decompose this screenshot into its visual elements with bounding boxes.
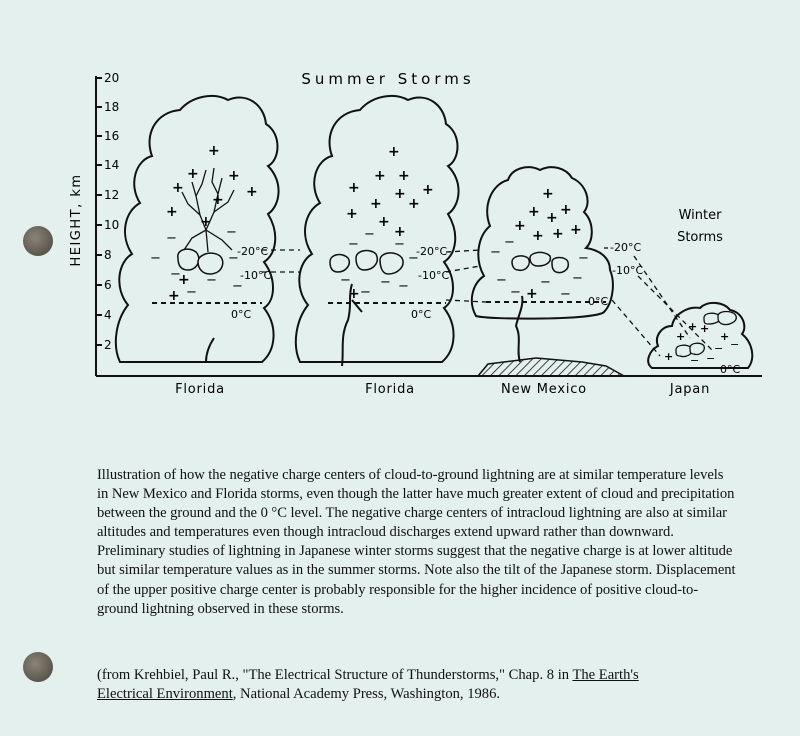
- svg-text:−: −: [398, 279, 409, 294]
- svg-text:+: +: [378, 214, 390, 230]
- svg-text:+: +: [394, 186, 406, 202]
- temp-label: -10°C: [418, 269, 450, 282]
- svg-text:+: +: [526, 286, 538, 302]
- binder-hole: [23, 652, 53, 682]
- storm-florida-1: [116, 96, 279, 362]
- svg-text:−: −: [490, 245, 501, 260]
- svg-text:+: +: [560, 202, 572, 218]
- y-tick-label: 4: [104, 308, 112, 322]
- y-tick-label: 2: [104, 338, 112, 352]
- svg-text:−: −: [206, 273, 217, 288]
- svg-text:+: +: [398, 168, 410, 184]
- location-label: Florida: [175, 382, 225, 397]
- y-tick-label: 10: [104, 218, 120, 232]
- svg-text:+: +: [394, 224, 406, 240]
- svg-text:+: +: [542, 186, 554, 202]
- figure-caption: [97, 466, 737, 619]
- svg-text:+: +: [208, 143, 220, 159]
- svg-text:−: −: [394, 237, 405, 252]
- citation-book-title: Electrical Environment: [97, 686, 233, 703]
- svg-text:−: −: [730, 338, 740, 351]
- svg-text:+: +: [228, 168, 240, 184]
- svg-text:−: −: [572, 271, 583, 286]
- binder-hole: [23, 226, 53, 256]
- y-tick-label: 18: [104, 100, 120, 114]
- svg-text:+: +: [166, 204, 178, 220]
- svg-text:−: −: [690, 354, 700, 367]
- svg-text:+: +: [246, 184, 258, 200]
- y-tick-label: 16: [104, 129, 120, 143]
- svg-text:−: −: [186, 285, 197, 300]
- svg-text:−: −: [340, 273, 351, 288]
- svg-text:+: +: [408, 196, 420, 212]
- svg-text:+: +: [552, 226, 564, 242]
- svg-text:+: +: [528, 204, 540, 220]
- charge-blobs-1: [178, 249, 223, 274]
- svg-text:−: −: [232, 279, 243, 294]
- temp-label: -20°C: [416, 245, 448, 258]
- svg-text:+: +: [370, 196, 382, 212]
- svg-text:+: +: [664, 350, 674, 363]
- temp-label: -20°C: [237, 245, 269, 258]
- axis-label: HEIGHT, km: [69, 173, 84, 267]
- svg-text:−: −: [540, 275, 551, 290]
- svg-text:−: −: [504, 235, 515, 250]
- winter-storms-label: Winter: [678, 208, 722, 223]
- svg-text:+: +: [178, 272, 190, 288]
- svg-text:+: +: [346, 206, 358, 222]
- svg-text:+: +: [422, 182, 434, 198]
- diagram-title: Summer Storms: [301, 70, 475, 88]
- svg-text:+: +: [532, 228, 544, 244]
- svg-text:+: +: [212, 192, 224, 208]
- svg-text:−: −: [578, 251, 589, 266]
- winter-storms-label: Storms: [677, 230, 723, 245]
- svg-text:−: −: [714, 342, 724, 355]
- svg-text:−: −: [364, 227, 375, 242]
- temp-label: -20°C: [610, 241, 642, 254]
- svg-text:+: +: [168, 288, 180, 304]
- y-tick-label: 8: [104, 248, 112, 262]
- svg-text:−: −: [496, 273, 507, 288]
- location-label: New Mexico: [501, 382, 587, 397]
- y-tick-label: 14: [104, 158, 120, 172]
- citation-book-title: The Earth's: [572, 667, 639, 683]
- svg-text:−: −: [348, 237, 359, 252]
- svg-text:+: +: [676, 330, 686, 343]
- temp-label: -10°C: [612, 264, 644, 277]
- location-label: Japan: [669, 382, 711, 397]
- height-axis: [96, 76, 102, 376]
- svg-text:+: +: [348, 180, 360, 196]
- svg-text:+: +: [200, 214, 212, 230]
- svg-text:−: −: [408, 251, 419, 266]
- temp-label: 0°C: [411, 308, 432, 321]
- svg-text:+: +: [172, 180, 184, 196]
- svg-text:−: −: [228, 251, 239, 266]
- mountain: [478, 358, 624, 376]
- svg-text:−: −: [360, 285, 371, 300]
- svg-text:+: +: [570, 222, 582, 238]
- svg-text:+: +: [546, 210, 558, 226]
- citation-prefix: (from Krehbiel, Paul R., "The Electrical Structure of Thunderstorms," Chap. 8 in: [97, 667, 573, 683]
- y-tick-label: 12: [104, 188, 120, 202]
- charge-blobs-3: [512, 252, 568, 272]
- svg-text:+: +: [348, 286, 360, 302]
- svg-text:+: +: [688, 320, 698, 333]
- svg-text:+: +: [374, 168, 386, 184]
- svg-text:+: +: [514, 218, 526, 234]
- svg-text:−: −: [226, 225, 237, 240]
- svg-text:+: +: [388, 144, 400, 160]
- svg-text:−: −: [170, 267, 181, 282]
- temp-label: 0°C: [720, 363, 741, 376]
- svg-text:−: −: [150, 251, 161, 266]
- svg-text:+: +: [700, 322, 710, 335]
- location-label: Florida: [365, 382, 415, 397]
- svg-text:−: −: [510, 285, 521, 300]
- svg-text:−: −: [706, 352, 716, 365]
- svg-text:−: −: [560, 287, 571, 302]
- svg-text:+: +: [720, 330, 730, 343]
- svg-text:−: −: [166, 231, 177, 246]
- y-tick-label: 6: [104, 278, 112, 292]
- temp-label: -10°C: [240, 269, 272, 282]
- charge-blobs-2: [330, 251, 403, 274]
- storm-florida-2: [296, 96, 459, 366]
- svg-text:−: −: [380, 275, 391, 290]
- citation-suffix: , National Academy Press, Washington, 1986.: [232, 686, 501, 703]
- temp-label: 0°C: [231, 308, 252, 321]
- y-tick-label: 20: [104, 71, 120, 85]
- citation: [97, 666, 757, 705]
- svg-text:+: +: [187, 166, 199, 182]
- temp-label: 0°C: [588, 295, 609, 308]
- caption-text: Illustration of how the negative charge centers of cloud-to-ground lightning are at similar temperature levels in New Mexico and Florida storms, even though the latter have much greater extent of cloud and precipitation between the ground and the 0 °C level. The negative charge centers of intracloud lightning are also at similar altitudes and temperatures even though intracloud discharges extend upward rather than downward. Preliminary studies of lightning in Japanese winter storms suggest that the negative charge is at lower altitude but similar temperature values as in the summer storms. Note also the tilt of the Japanese storm. Displacement of the upper positive charge center is probably responsible for the higher incidence of positive cloud-to-ground lightning observed in these storms.: [97, 467, 736, 617]
